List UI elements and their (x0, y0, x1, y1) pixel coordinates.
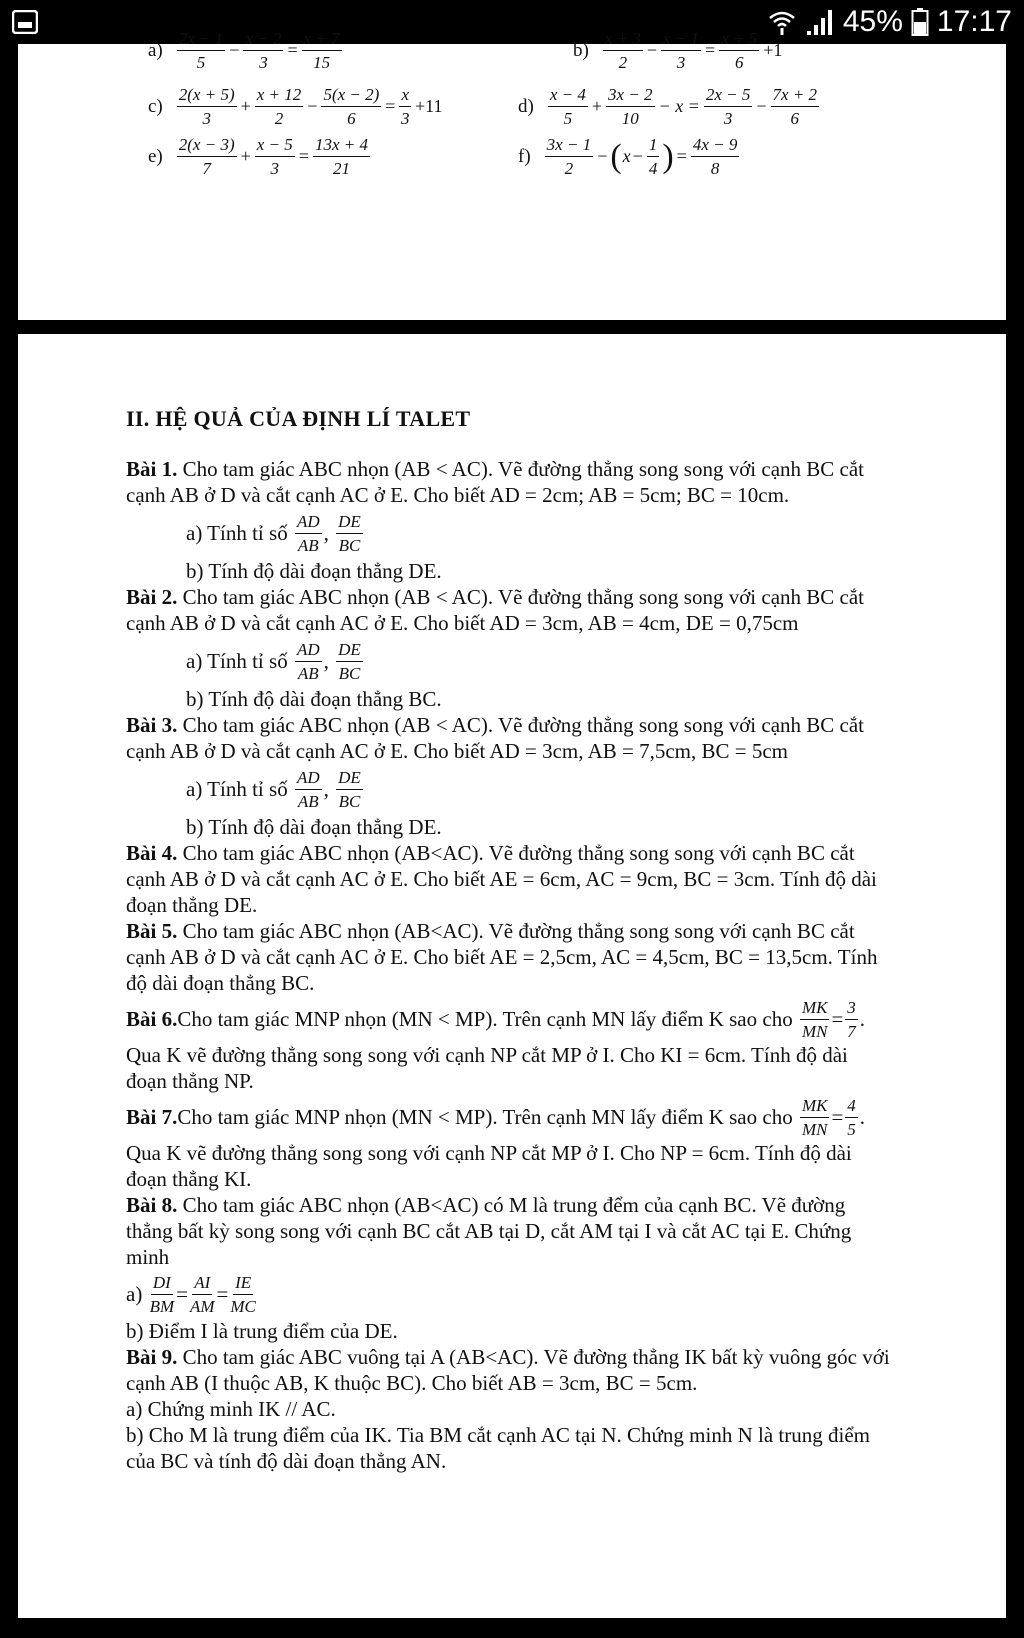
equation-b: b) $\frac{x + 3}{2}$ − $\frac{x - 1}{3}$ = $\frac{x + 5}{6}$ +1 (573, 29, 783, 72)
equation-f: f) $\frac{3x - 1}{2}$ − ( x − $\frac{1}{4}$ ) = $\frac{4x - 9}{8}$ (518, 135, 738, 178)
gallery-icon (12, 10, 38, 34)
section-heading: II. HỆ QUẢ CỦA ĐỊNH LÍ TALET (126, 406, 471, 431)
document-page-1 (18, 29, 1006, 320)
exercise-3: Bài 3. Cho tam giác ABC nhọn (AB < AC). Vẽ đường thẳng song song với cạnh BC cắt cạnh AB ở D và cắt cạnh AC ở E. Cho biết AD = 3cm, AB = 7,5cm, BC = 5cm a) Tính tỉ số $\frac{AD}{AB}$ , $\frac{DE}{BC}$ b) Tính độ dài đoạn thẳng DE. (126, 713, 865, 839)
signal-icon (805, 7, 835, 37)
fraction: $\frac{x - 2}{3}$ (245, 29, 282, 72)
exercise-4: Bài 4. Cho tam giác ABC nhọn (AB<AC). Vẽ đường thẳng song song với cạnh BC cắt cạnh AB ở D và cắt cạnh AC ở E. Cho biết AE = 6cm, AC = 9cm, BC = 3cm. Tính độ dài đoạn thẳng DE. (126, 841, 877, 917)
exercise-6: Bài 6. Cho tam giác MNP nhọn (MN < MP). Trên cạnh MN lấy điểm K sao cho $\frac{MK}{MN}$ = $\frac{3}{7}$ . Qua K vẽ đường thẳng song song với cạnh NP cắt MP ở I. Cho KI = 6cm. Tính độ dài đoạn thẳng NP. (126, 997, 866, 1093)
fraction: $\frac{2x - 1}{5}$ (178, 29, 224, 72)
battery-percent: 45% (842, 5, 903, 38)
equation-c: c) $\frac{2(x + 5)}{3}$ + $\frac{x + 12}{2}$ − $\frac{5(x - 2)}{6}$ = $\frac{x}{3}$ +11 (148, 85, 443, 128)
battery-icon (911, 7, 929, 37)
exercise-5: Bài 5. Cho tam giác ABC nhọn (AB<AC). Vẽ đường thẳng song song với cạnh BC cắt cạnh AB ở D và cắt cạnh AC ở E. Cho biết AE = 2,5cm, AC = 4,5cm, BC = 13,5cm. Tính độ dài đoạn thẳng BC. (126, 919, 878, 995)
equation-a: a) $\frac{2x - 1}{5}$ − $\frac{x - 2}{3}$ = $\frac{x + 7}{15}$ (148, 29, 340, 72)
exercise-list (126, 456, 966, 1474)
document-page-2 (18, 334, 1006, 1618)
equation-e: e) $\frac{2(x - 3)}{7}$ + $\frac{x - 5}{3}$ = $\frac{13x + 4}{21}$ (148, 135, 368, 178)
clock: 17:17 (936, 5, 1012, 38)
exercise-9: Bài 9. Cho tam giác ABC vuông tại A (AB<AC). Vẽ đường thẳng IK bất kỳ vuông góc với cạnh AB (I thuộc AB, K thuộc BC). Cho biết AB = 3cm, BC = 5cm. a) Chứng minh IK // AC. b) Cho M là trung điểm của IK. Tia BM cắt cạnh AC tại N. Chứng minh N là trung điểm của BC và tính độ dài đoạn thẳng AN. (126, 1345, 890, 1473)
fraction: $\frac{x + 7}{15}$ (303, 29, 340, 72)
equation-d: d) $\frac{x - 4}{5}$ + $\frac{3x - 2}{10}$ − x = $\frac{2x - 5}{3}$ − $\frac{7x + 2}{6}$ (518, 85, 818, 128)
exercise-2: Bài 2. Cho tam giác ABC nhọn (AB < AC). Vẽ đường thẳng song song với cạnh BC cắt cạnh AB ở D và cắt cạnh AC ở E. Cho biết AD = 3cm, AB = 4cm, DE = 0,75cm a) Tính tỉ số $\frac{AD}{AB}$ , $\frac{DE}{BC}$ b) Tính độ dài đoạn thẳng BC. (126, 585, 865, 711)
label: a) (148, 39, 163, 61)
exercise-1: Bài 1. Cho tam giác ABC nhọn (AB < AC). Vẽ đường thẳng song song với cạnh BC cắt cạnh AB ở D và cắt cạnh AC ở E. Cho biết AD = 2cm; AB = 5cm; BC = 10cm. a) Tính tỉ số $\frac{AD}{AB}$ , $\frac{DE}{BC}$ b) Tính độ dài đoạn thẳng DE. (126, 457, 865, 583)
exercise-8: Bài 8. Cho tam giác ABC nhọn (AB<AC) có M là trung đểm của cạnh BC. Vẽ đường thẳng bất kỳ song song với cạnh BC cắt AB tại D, cắt AM tại I và cắt AC tại E. Chứng minh a) $\frac{DI}{BM}$ = $\frac{AI}{AM}$ = $\frac{IE}{MC}$ b) Điểm I là trung điểm của DE. (126, 1193, 852, 1343)
exercise-7: Bài 7. Cho tam giác MNP nhọn (MN < MP). Trên cạnh MN lấy điểm K sao cho $\frac{MK}{MN}$ = $\frac{4}{5}$ . Qua K vẽ đường thẳng song song với cạnh NP cắt MP ở I. Cho NP = 6cm. Tính độ dài đoạn thẳng KI. (126, 1095, 866, 1191)
